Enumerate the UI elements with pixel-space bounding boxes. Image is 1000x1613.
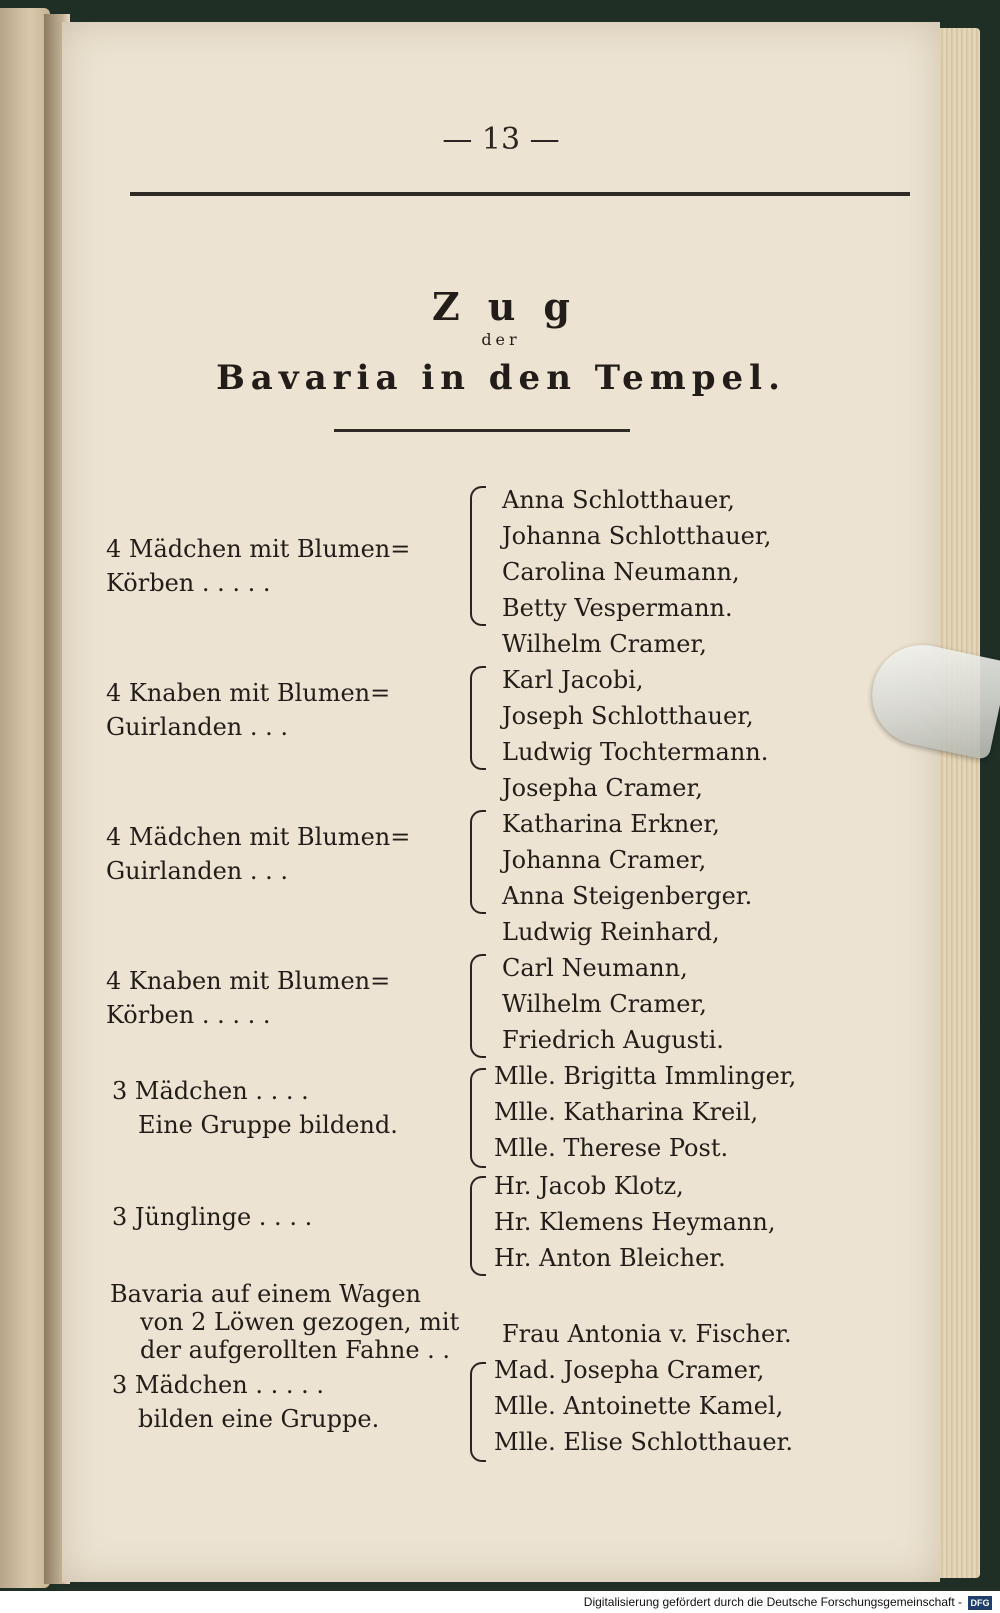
group-description xyxy=(112,1074,474,1142)
name-item: Carolina Neumann, xyxy=(502,558,740,586)
description-line: Eine Gruppe bildend. xyxy=(138,1111,398,1139)
header-rule xyxy=(130,192,910,196)
name-list xyxy=(502,1316,792,1352)
name-item: Mlle. Therese Post. xyxy=(494,1134,729,1162)
name-item: Wilhelm Cramer, xyxy=(502,630,707,658)
description-line: Körben . . . . . xyxy=(106,1001,271,1029)
name-item: Johanna Schlotthauer, xyxy=(502,522,772,550)
name-item: Karl Jacobi, xyxy=(502,666,644,694)
name-item: Mlle. Elise Schlotthauer. xyxy=(494,1428,794,1456)
description-line: 4 Mädchen mit Blumen= xyxy=(106,823,411,851)
name-item: Friedrich Augusti. xyxy=(502,1026,724,1054)
name-item: Hr. Klemens Heymann, xyxy=(494,1208,776,1236)
name-item: Katharina Erkner, xyxy=(502,810,720,838)
name-item: Betty Vespermann. xyxy=(502,594,733,622)
title-connector: der xyxy=(481,330,521,349)
brace xyxy=(470,1068,486,1168)
group-description xyxy=(106,964,468,1032)
brace xyxy=(470,486,486,626)
name-item: Anna Schlotthauer, xyxy=(502,486,735,514)
name-item: Hr. Jacob Klotz, xyxy=(494,1172,684,1200)
group-description xyxy=(112,1200,474,1234)
description-line: 4 Mädchen mit Blumen= xyxy=(106,535,411,563)
name-item: Mlle. Katharina Kreil, xyxy=(494,1098,759,1126)
description-line: Guirlanden . . . xyxy=(106,857,289,885)
group-description xyxy=(106,820,468,888)
title-subtitle: Bavaria in den Tempel. xyxy=(216,358,786,398)
digitization-footer xyxy=(0,1591,1000,1613)
description-line: von 2 Löwen gezogen, mit xyxy=(140,1308,460,1336)
name-list xyxy=(494,1058,796,1166)
title-main: Zug xyxy=(432,284,598,329)
book-page xyxy=(62,22,940,1582)
name-list xyxy=(502,482,771,626)
name-item: Josepha Cramer, xyxy=(502,774,703,802)
name-item: Joseph Schlotthauer, xyxy=(502,702,754,730)
name-item: Frau Antonia v. Fischer. xyxy=(502,1320,792,1348)
name-list xyxy=(494,1168,776,1276)
name-list xyxy=(494,1352,793,1460)
name-item: Johanna Cramer, xyxy=(502,846,707,874)
group-description xyxy=(106,676,468,744)
page-number: — 13 — xyxy=(442,122,560,157)
description-line: Körben . . . . . xyxy=(106,569,271,597)
description-line: 3 Jünglinge . . . . xyxy=(112,1203,313,1231)
description-line: 3 Mädchen . . . . xyxy=(112,1077,309,1105)
group-description xyxy=(110,1280,472,1364)
description-line: 3 Mädchen . . . . . xyxy=(112,1371,324,1399)
brace xyxy=(470,954,486,1058)
name-item: Mlle. Brigitta Immlinger, xyxy=(494,1062,797,1090)
name-item: Hr. Anton Bleicher. xyxy=(494,1244,726,1272)
description-line: bilden eine Gruppe. xyxy=(138,1405,380,1433)
title-rule xyxy=(334,429,630,432)
name-item: Mad. Josepha Cramer, xyxy=(494,1356,765,1384)
name-item: Anna Steigenberger. xyxy=(502,882,753,910)
description-line: 4 Knaben mit Blumen= xyxy=(106,967,391,995)
brace xyxy=(470,1362,486,1462)
name-item: Ludwig Tochtermann. xyxy=(502,738,769,766)
footer-text: Digitalisierung gefördert durch die Deutsche Forschungsgemeinschaft - xyxy=(583,1595,962,1609)
name-item: Carl Neumann, xyxy=(502,954,688,982)
name-item: Wilhelm Cramer, xyxy=(502,990,707,1018)
name-list xyxy=(502,914,724,1058)
brace xyxy=(470,810,486,914)
left-page-edge xyxy=(0,8,50,1588)
group-description xyxy=(112,1368,474,1436)
name-item: Ludwig Reinhard, xyxy=(502,918,720,946)
description-line: der aufgerollten Fahne . . xyxy=(140,1336,451,1364)
group-description xyxy=(106,532,468,600)
brace xyxy=(470,1176,486,1276)
dfg-logo-icon: DFG xyxy=(968,1596,992,1610)
description-line: Bavaria auf einem Wagen xyxy=(110,1280,422,1308)
name-item: Mlle. Antoinette Kamel, xyxy=(494,1392,784,1420)
brace xyxy=(470,666,486,770)
name-list xyxy=(502,770,752,914)
name-list xyxy=(502,626,768,770)
description-line: Guirlanden . . . xyxy=(106,713,289,741)
description-line: 4 Knaben mit Blumen= xyxy=(106,679,391,707)
